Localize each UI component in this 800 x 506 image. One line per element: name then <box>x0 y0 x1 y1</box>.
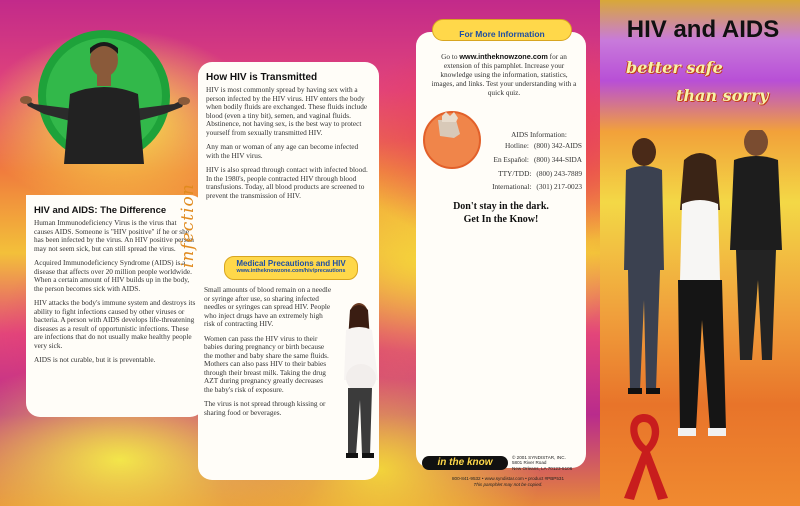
footer-copyright: © 2001 SYNDISTAR, INC. <box>512 455 566 460</box>
slogan-line-1: Don't stay in the dark. <box>453 201 549 212</box>
hand-on-globe-icon <box>420 108 484 172</box>
more-info-intro-prefix: Go to <box>441 52 460 61</box>
footer-contact: 800-841-9532 • www.syndistar.com • product #PBP531 <box>452 476 564 481</box>
hotline-list <box>468 139 582 194</box>
in-the-know-logo: in the know <box>422 456 508 470</box>
footer <box>420 452 600 500</box>
transmission-paragraph-1: HIV is most commonly spread by having sex with a person infected by the HIV virus. HIV enters the body when bodily fluids are exchanged. These fluids include blood (even a tiny bit), semen, and vaginal fluids. Abstinence, not having sex, is the best way to protect yourself from sexually transmitted HIV. <box>206 85 368 137</box>
hotline-row <box>468 153 582 167</box>
medical-precautions-tab <box>224 256 358 280</box>
hotline-label: TTY/TDD: <box>498 168 532 178</box>
infection-margin-word: infection <box>178 183 198 268</box>
hotline-number: (800) 342-AIDS <box>533 141 582 150</box>
man-shrugging-photo <box>14 14 194 174</box>
difference-heading: HIV and AIDS: The Difference <box>34 205 167 216</box>
more-info-tab <box>432 19 572 41</box>
transmission-paragraph-3: HIV is also spread through contact with infected blood. In the 1980's, people contracted HIV through blood transfusions. Today, all blood products are screened to prevent the transmission of HIV. <box>206 165 368 200</box>
hotline-label: International: <box>492 182 532 192</box>
medical-paragraph-1: Small amounts of blood remain on a needle or syringe after use, so sharing infected needles or syringes can spread HIV. People who inject drugs have an extremely high risk of contracting HIV. <box>204 285 332 328</box>
hotline-row <box>468 180 582 194</box>
difference-paragraph-1: Human Immunodeficiency Virus is the virus that causes AIDS. Someone is "HIV positive" if he or she has been infected by the virus. An HIV positive person may not seem sick, but can still spread the virus. <box>34 218 194 253</box>
hotline-row <box>468 139 582 153</box>
difference-paragraph-3: HIV attacks the body's immune system and destroys its ability to fight infections caused by other viruses or bacteria. A person with AIDS develops life-threatening diseases as a result of opportunistic infections. These are infections that do not usually make healthy people very sick. <box>34 298 196 350</box>
slogan-line-2: Get In the Know! <box>463 214 539 225</box>
transmission-paragraph-2: Any man or woman of any age can become infected with the HIV virus. <box>206 142 359 160</box>
more-info-intro-text: for an extension of this pamphlet. Increase your knowledge using the information, statistics, images, and links. Test your understanding with a quick quiz. <box>431 52 577 97</box>
medical-precautions-heading: Medical Precautions and HIV <box>236 259 346 268</box>
hotline-number: (800) 344-SIDA <box>533 154 582 164</box>
more-info-panel <box>416 32 586 468</box>
pregnant-woman-photo <box>334 300 386 470</box>
hotline-number: (301) 217-0023 <box>536 182 582 192</box>
hotline-row <box>468 167 582 181</box>
hotline-number: (800) 243-7889 <box>536 168 582 178</box>
cover-tagline-1: better safe <box>626 58 723 77</box>
footer-notice: This pamphlet may not be copied. <box>473 481 543 487</box>
aids-info-heading: AIDS Information: <box>511 130 567 139</box>
more-info-heading: For More Information <box>459 29 545 39</box>
more-info-url[interactable]: www.intheknowzone.com <box>459 52 548 61</box>
difference-paragraph-2: Acquired Immunodeficiency Syndrome (AIDS) is a disease that affects over 20 million people worldwide. When a certain amount of HIV builds up in the body, the person becomes sick with AIDS. <box>34 258 192 293</box>
cover-tagline-2: than sorry <box>676 86 769 105</box>
footer-address-2: New Orleans, LA 70123-5106 <box>512 465 573 471</box>
red-ribbon-icon <box>616 408 672 502</box>
hotline-label: En Español: <box>493 154 529 164</box>
hotline-label: Hotline: <box>505 141 529 150</box>
medical-paragraph-2: Women can pass the HIV virus to their babies during pregnancy or birth because the mother and baby share the same fluids. Mothers can also pass HIV to their babies through their breast milk. Taking the drug AZT during pregnancy greatly decreases the baby's risk of exposure. <box>204 333 329 394</box>
difference-paragraph-4: AIDS is not curable, but it is preventable. <box>34 355 156 364</box>
medical-precautions-link[interactable]: www.intheknowzone.com/hiv/precautions <box>236 268 346 274</box>
cover-title: HIV and AIDS <box>626 16 780 43</box>
transmission-heading: How HIV is Transmitted <box>206 72 318 83</box>
medical-paragraph-3: The virus is not spread through kissing or sharing food or beverages. <box>204 399 326 417</box>
footer-address-1: 5801 River Road <box>512 460 547 466</box>
